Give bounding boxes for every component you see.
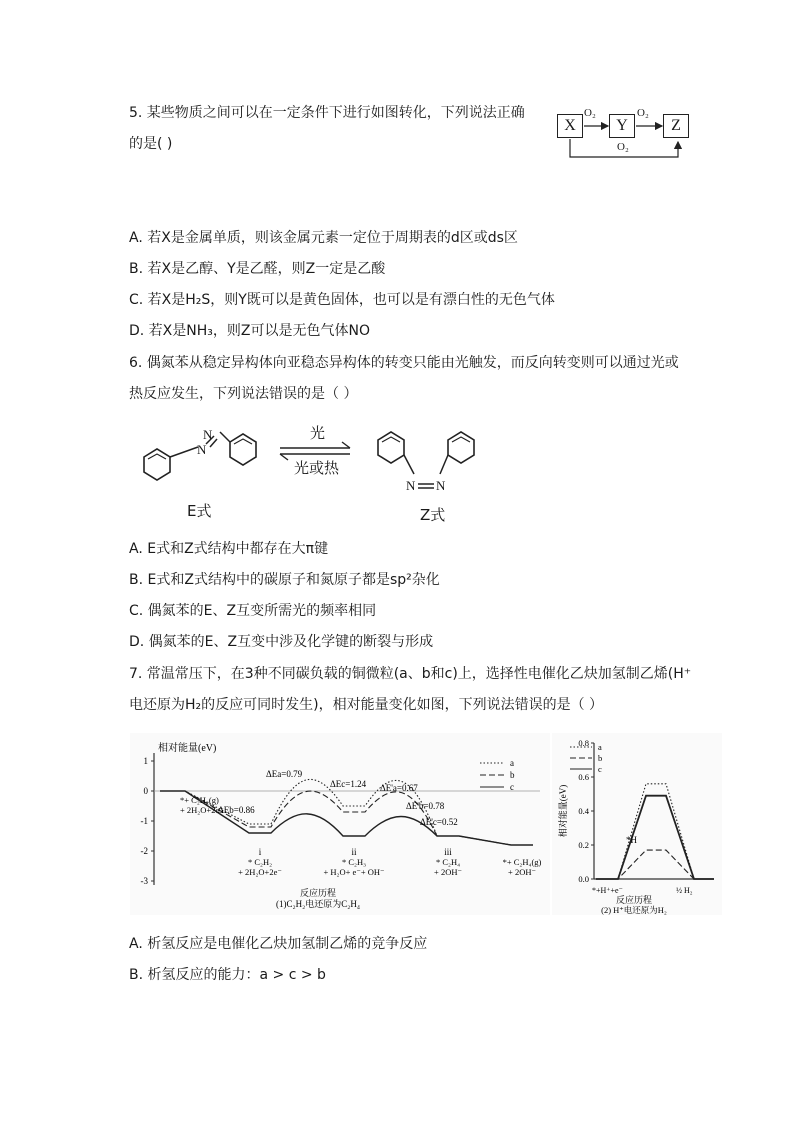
e-isomer-label: E式 bbox=[187, 502, 212, 520]
chart-1-state-mark: i bbox=[258, 847, 262, 857]
q7-option-b: B. 析氢反应的能力：a > c > b bbox=[129, 967, 326, 983]
chart-1-state-label: * C₂H₄ bbox=[435, 857, 461, 867]
q5-option-a: A. 若X是金属单质，则该金属元素一定位于周期表的d区或ds区 bbox=[129, 230, 518, 246]
chart-2-y-tick-label: 0.8 bbox=[578, 738, 589, 748]
chart-1-state-label: + 2OH⁻ bbox=[508, 867, 536, 877]
chart-2-y-label: 相对能量(eV) bbox=[558, 784, 568, 838]
n-atom-z-1: N bbox=[406, 478, 416, 493]
q6-stem-line1: 6. 偶氮苯从稳定异构体向亚稳态异构体的转变只能由光触发，而反向转变则可以通过光或 bbox=[129, 355, 679, 371]
q7-option-a: A. 析氢反应是电催化乙炔加氢制乙烯的竞争反应 bbox=[129, 936, 428, 952]
reverse-condition-label: 光或热 bbox=[294, 459, 340, 477]
q5-option-c: C. 若X是H₂S，则Y既可以是黄色固体，也可以是有漂白性的无色气体 bbox=[129, 292, 555, 308]
q6-option-a: A. E式和Z式结构中都存在大π键 bbox=[129, 541, 329, 557]
box-x: X bbox=[557, 114, 583, 138]
z-isomer-label: Z式 bbox=[420, 506, 446, 524]
chart-1-annotation: ΔE'c=0.52 bbox=[420, 817, 458, 827]
q5-stem-line2: 的是( ) bbox=[129, 136, 173, 152]
n-atom-e-2: N bbox=[203, 427, 213, 442]
chart-1-state-label: * C₂H₃ bbox=[341, 857, 367, 867]
energy-profile-chart-1 bbox=[130, 733, 550, 915]
chart-1-y-tick-label: 1 bbox=[143, 756, 148, 766]
energy-profile-chart-2 bbox=[552, 733, 722, 915]
chart-2-x-end-label: ½ H₂ bbox=[676, 886, 693, 895]
chart-1-annotation: ΔEc=1.24 bbox=[330, 779, 367, 789]
q5-option-b: B. 若X是乙醇、Y是乙醛，则Z一定是乙酸 bbox=[129, 261, 386, 277]
chart-1-state-mark: ii bbox=[351, 847, 357, 857]
chart-2-x-start-label: *+H⁺+e⁻ bbox=[592, 886, 623, 895]
o2-label-1: O₂ bbox=[584, 107, 596, 119]
chart-2-y-tick-label: 0.6 bbox=[578, 772, 589, 782]
chart-1-annotation: ΔEb=0.86 bbox=[218, 805, 255, 815]
chart-1-background bbox=[130, 733, 550, 915]
chart-1-y-label: 相对能量(eV) bbox=[158, 743, 217, 754]
chart-1-annotation: ΔE'a=0.67 bbox=[380, 783, 418, 793]
chart-2-legend-label: a bbox=[598, 742, 602, 752]
chart-1-legend-label: b bbox=[510, 770, 515, 780]
chart-1-y-tick-label: -1 bbox=[140, 816, 148, 826]
chart-1-state-label: *+ C₂H₂(g) bbox=[180, 795, 219, 805]
q5-option-d: D. 若X是NH₃，则Z可以是无色气体NO bbox=[129, 323, 370, 339]
q5-stem-line1: 5. 某些物质之间可以在一定条件下进行如图转化，下列说法正确 bbox=[129, 105, 525, 121]
chart-2-legend-label: b bbox=[598, 753, 603, 763]
chart-1-state-label: + H₂O+ e⁻+ OH⁻ bbox=[323, 867, 385, 877]
q7-stem-line2: 电还原为H₂的反应可同时发生)，相对能量变化如图，下列说法错误的是（ ） bbox=[129, 697, 604, 713]
chart-2-legend-label: c bbox=[598, 764, 602, 774]
chart-2-y-tick-label: 0.4 bbox=[578, 806, 589, 816]
q5-diagram-arrows bbox=[550, 105, 700, 165]
chart-1-y-tick-label: -3 bbox=[140, 876, 148, 886]
chart-2-y-tick-label: 0.2 bbox=[578, 840, 589, 850]
box-z: Z bbox=[663, 114, 689, 138]
chart-1-state-label: + 2H₂O+2e⁻ bbox=[238, 867, 282, 877]
chart-1-state-label: *+ C₂H₄(g) bbox=[502, 857, 542, 867]
o2-label-bottom: O₂ bbox=[617, 141, 629, 153]
o2-label-2: O₂ bbox=[637, 107, 649, 119]
forward-condition-label: 光 bbox=[310, 424, 326, 442]
chart-2-x-label: 反应历程 bbox=[615, 895, 653, 905]
chart-1-annotation: ΔEa=0.79 bbox=[266, 769, 303, 779]
chart-1-state-mark: iii bbox=[444, 847, 452, 857]
chart-2-point-label: *H bbox=[626, 835, 637, 845]
q7-stem-line1: 7. 常温常压下，在3种不同碳负载的铜微粒(a、b和c)上，选择性电催化乙炔加氢制乙烯(H⁺ bbox=[129, 666, 692, 682]
n-atom-e-1: N bbox=[197, 442, 207, 457]
chart-1-title: (1)C₂H₂电还原为C₂H₄ bbox=[275, 899, 361, 909]
chart-2-y-tick-label: 0.0 bbox=[578, 874, 589, 884]
box-y: Y bbox=[609, 114, 635, 138]
chart-1-x-label: 反应历程 bbox=[299, 888, 337, 898]
chart-1-state-label: * C₂H₂ bbox=[247, 857, 273, 867]
chart-1-legend-label: c bbox=[510, 782, 514, 792]
chart-2-title: (2) H⁺电还原为H₂ bbox=[601, 905, 667, 915]
chart-1-y-tick-label: 0 bbox=[143, 786, 148, 796]
chart-1-legend-label: a bbox=[510, 758, 514, 768]
q6-stem-line2: 热反应发生，下列说法错误的是（ ） bbox=[129, 386, 358, 402]
q6-option-c: C. 偶氮苯的E、Z互变所需光的频率相同 bbox=[129, 603, 377, 619]
chart-1-state-label: + 2OH⁻ bbox=[434, 867, 462, 877]
q6-option-d: D. 偶氮苯的E、Z互变中涉及化学键的断裂与形成 bbox=[129, 634, 434, 650]
chart-1-state-label: + 2H₂O+2e⁻ bbox=[180, 805, 224, 815]
chart-1-annotation: ΔE'b=0.78 bbox=[406, 801, 445, 811]
n-atom-z-2: N bbox=[436, 478, 446, 493]
q6-option-b: B. E式和Z式结构中的碳原子和氮原子都是sp²杂化 bbox=[129, 572, 440, 588]
chart-1-y-tick-label: -2 bbox=[140, 846, 148, 856]
